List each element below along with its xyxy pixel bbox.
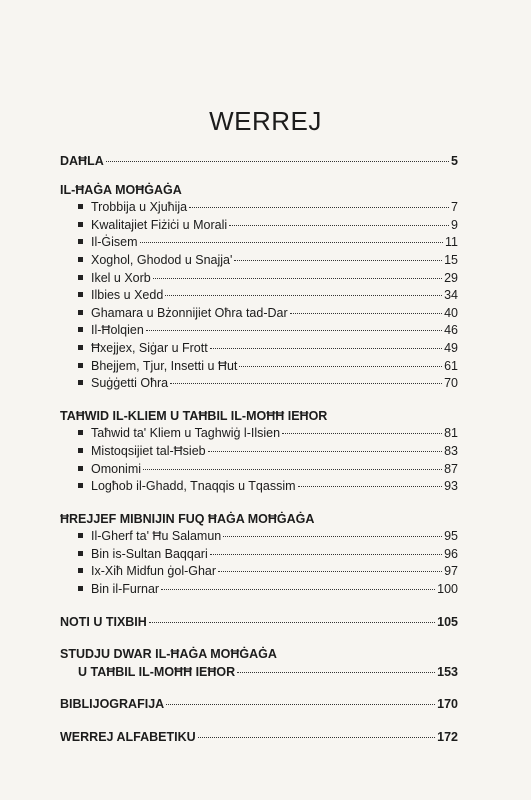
dot-leader	[237, 672, 435, 673]
toc-entry[interactable]	[60, 479, 458, 497]
toc-page-number: 81	[444, 426, 458, 441]
dot-leader	[210, 554, 442, 555]
toc-page-number: 40	[444, 305, 458, 320]
toc-entry-label: Il-Gherf ta' Ħu Salamun	[91, 529, 222, 544]
square-bullet-icon	[78, 275, 83, 280]
toc-page-number: 49	[444, 340, 458, 355]
toc-entry-label: WERREJ ALFABETIKU	[60, 730, 196, 745]
toc-page-number: 5	[451, 154, 458, 168]
toc-entry[interactable]	[60, 341, 458, 359]
toc-entry-label: Bhejjem, Tjur, Insetti u Ħut	[91, 358, 238, 373]
section-heading-haga-mohgaga: IL-ĦAĠA MOĦĠAĠA	[60, 182, 182, 197]
toc-entry-label: NOTI U TIXBIH	[60, 614, 147, 629]
table-of-contents	[60, 154, 458, 748]
dot-leader	[198, 737, 435, 738]
square-bullet-icon	[78, 363, 83, 368]
dot-leader	[140, 242, 443, 243]
toc-entry[interactable]	[60, 218, 458, 236]
toc-page-number: 96	[444, 546, 458, 561]
square-bullet-icon	[78, 327, 83, 332]
square-bullet-icon	[78, 448, 83, 453]
toc-page-number: 93	[444, 479, 458, 494]
toc-entry[interactable]	[60, 200, 458, 218]
section-heading-hrejjef: ĦREJJEF MIBNIJIN FUQ ĦAĠA MOĦĠAĠA	[60, 511, 315, 526]
toc-entry-label: Trobbija u Xjuħija	[91, 200, 188, 215]
toc-entry-label: Taħwid ta' Kliem u Taghwiġ l-Ilsien	[91, 426, 281, 441]
toc-entry-label: Omonimi	[91, 461, 142, 476]
toc-entry-label: Kwalitajiet Fiżiċi u Morali	[91, 217, 228, 232]
toc-entry[interactable]	[60, 359, 458, 377]
toc-page-number: 29	[444, 270, 458, 285]
toc-page-number: 70	[444, 376, 458, 391]
toc-entry-label: U TAĦBIL IL-MOĦĦ IEĦOR	[78, 664, 236, 679]
square-bullet-icon	[78, 257, 83, 262]
dot-leader	[234, 260, 442, 261]
toc-entry[interactable]	[60, 253, 458, 271]
square-bullet-icon	[78, 586, 83, 591]
toc-page-number: 46	[444, 323, 458, 338]
toc-page-number: 15	[444, 252, 458, 267]
dot-leader	[170, 383, 442, 384]
toc-page-number: 95	[444, 529, 458, 544]
toc-page-number: 97	[444, 564, 458, 579]
toc-entry[interactable]	[60, 426, 458, 444]
toc-entry[interactable]	[60, 564, 458, 582]
square-bullet-icon	[78, 380, 83, 385]
square-bullet-icon	[78, 310, 83, 315]
toc-entry[interactable]	[60, 582, 458, 600]
toc-entry-werrej-alfabetiku[interactable]	[60, 730, 458, 748]
section-heading-studju: STUDJU DWAR IL-ĦAĠA MOĦĠAĠA	[60, 647, 277, 662]
dot-leader	[106, 161, 449, 162]
toc-entry[interactable]	[60, 271, 458, 289]
dot-leader	[298, 486, 443, 487]
dot-leader	[166, 704, 435, 705]
toc-entry-label: Ikel u Xorb	[91, 270, 151, 285]
toc-entry-label: Ix-Xiħ Midfun ġol-Ghar	[91, 564, 217, 579]
toc-entry[interactable]	[60, 444, 458, 462]
section-heading-tahwid-il-kliem: TAĦWID IL-KLIEM U TAĦBIL IL-MOĦĦ IEĦOR	[60, 408, 328, 423]
square-bullet-icon	[78, 239, 83, 244]
square-bullet-icon	[78, 345, 83, 350]
toc-entry[interactable]	[60, 376, 458, 394]
toc-entry-studju-continuation[interactable]	[60, 665, 458, 683]
toc-page-number: 11	[445, 235, 458, 250]
toc-entry[interactable]	[60, 235, 458, 253]
toc-entry-dahla[interactable]	[60, 154, 458, 172]
dot-leader	[165, 295, 442, 296]
square-bullet-icon	[78, 568, 83, 573]
toc-entry-biblijografija[interactable]	[60, 697, 458, 715]
square-bullet-icon	[78, 204, 83, 209]
toc-entry-label: Mistoqsijiet tal-Ħsieb	[91, 443, 206, 458]
toc-entry-label: Bin is-Sultan Baqqari	[91, 546, 208, 561]
dot-leader	[153, 278, 442, 279]
square-bullet-icon	[78, 483, 83, 488]
square-bullet-icon	[78, 430, 83, 435]
dot-leader	[210, 348, 442, 349]
dot-leader	[143, 469, 442, 470]
toc-entry[interactable]	[60, 529, 458, 547]
toc-entry[interactable]	[60, 323, 458, 341]
toc-page-number: 87	[444, 461, 458, 476]
toc-entry-label: BIBLIJOGRAFIJA	[60, 697, 165, 712]
toc-entry[interactable]	[60, 547, 458, 565]
toc-entry[interactable]	[60, 306, 458, 324]
toc-entry-noti-u-tixbih[interactable]	[60, 615, 458, 633]
toc-entry[interactable]	[60, 462, 458, 480]
dot-leader	[218, 571, 442, 572]
toc-page-number: 172	[437, 730, 458, 745]
square-bullet-icon	[78, 222, 83, 227]
toc-page-number: 9	[451, 217, 458, 232]
dot-leader	[189, 207, 449, 208]
toc-page-number: 34	[444, 288, 458, 303]
toc-page-number: 7	[451, 200, 458, 215]
toc-entry-label: Ghamara u Bżonnijiet Oħra tad-Dar	[91, 305, 288, 320]
toc-page-number: 170	[437, 697, 458, 712]
dot-leader	[282, 433, 442, 434]
toc-page-number: 105	[437, 614, 458, 629]
square-bullet-icon	[78, 466, 83, 471]
toc-entry-label: Il-Ġisem	[91, 235, 138, 250]
square-bullet-icon	[78, 551, 83, 556]
toc-entry[interactable]	[60, 288, 458, 306]
dot-leader	[149, 622, 435, 623]
toc-entry-label: Il-Ħolqien	[91, 323, 144, 338]
toc-page-number: 153	[437, 664, 458, 679]
toc-page-number: 100	[437, 582, 458, 597]
dot-leader	[208, 451, 442, 452]
toc-entry-label: Ħxejjex, Siġar u Frott	[91, 340, 208, 355]
dot-leader	[290, 313, 442, 314]
toc-entry-label: Xoghol, Ghodod u Snajja'	[91, 252, 233, 267]
dot-leader	[161, 589, 435, 590]
dot-leader	[239, 366, 442, 367]
toc-entry-label: Suġġetti Oħra	[91, 376, 169, 391]
square-bullet-icon	[78, 533, 83, 538]
toc-entry-label: Bin il-Furnar	[91, 582, 160, 597]
square-bullet-icon	[78, 292, 83, 297]
page-title: WERREJ	[209, 106, 322, 136]
dot-leader	[146, 330, 442, 331]
toc-entry-label: Ilbies u Xedd	[91, 288, 164, 303]
toc-page-number: 83	[444, 443, 458, 458]
dot-leader	[223, 536, 442, 537]
toc-entry-label: DAĦLA	[60, 154, 104, 168]
dot-leader	[229, 225, 449, 226]
toc-entry-label: Logħob il-Ghadd, Tnaqqis u Tqassim	[91, 479, 296, 494]
toc-page-number: 61	[444, 358, 458, 373]
